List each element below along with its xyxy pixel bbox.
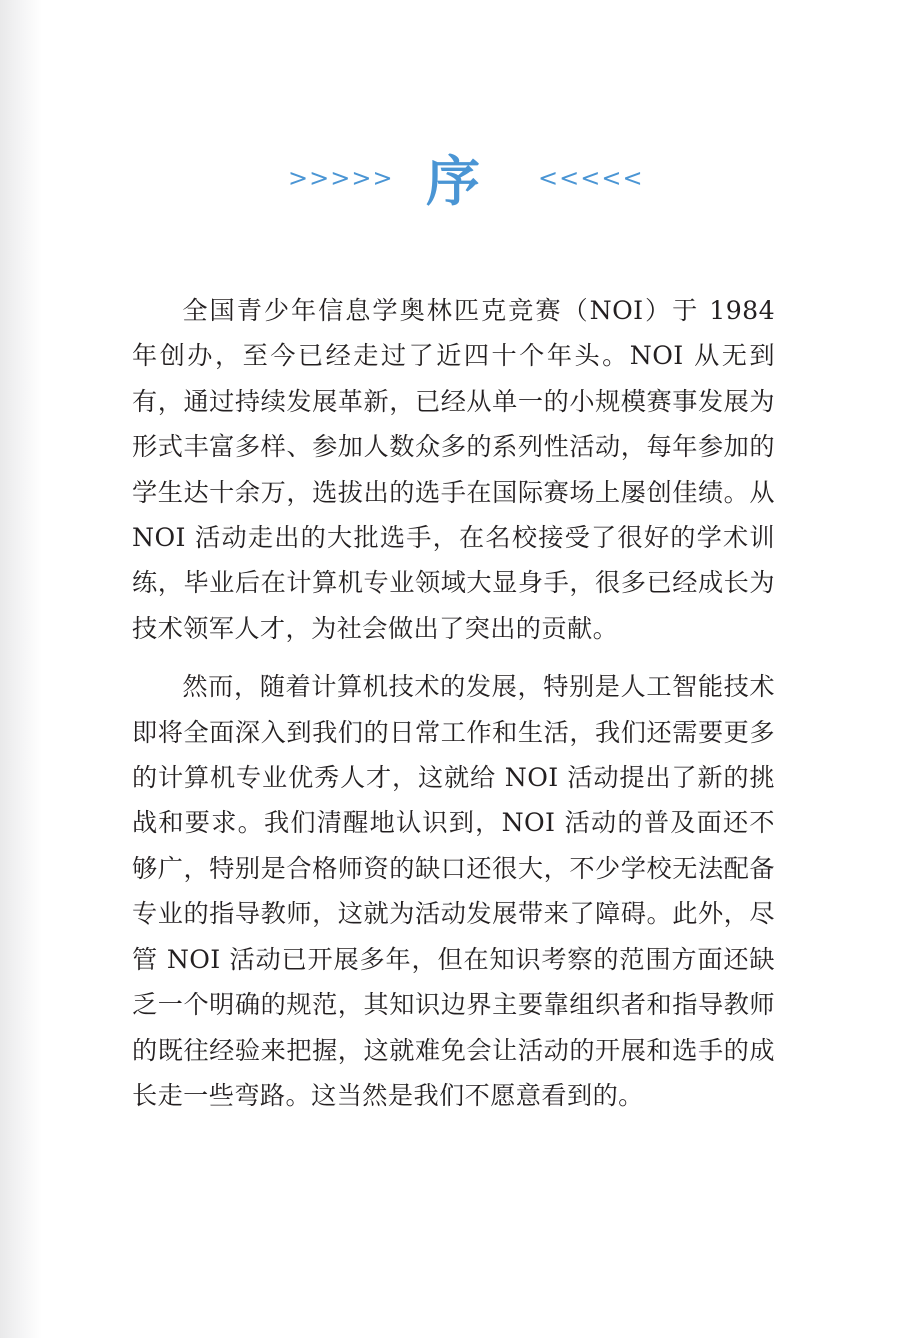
- preface-body: [132, 288, 775, 1118]
- page-title: 序: [426, 149, 480, 213]
- heading-right-ornament: <<<<<: [538, 164, 644, 192]
- section-heading: [0, 148, 905, 214]
- preface-paragraph-2: 然而，随着计算机技术的发展，特别是人工智能技术即将全面深入到我们的日常工作和生活，我们还需要更多的计算机专业优秀人才，这就给 NOI 活动提出了新的挑战和要求。我们清醒地认识到，NOI 活动的普及面还不够广，特别是合格师资的缺口还很大，不少学校无法配备专业的指导教师，这就为活动发展带来了障碍。此外，尽管 NOI 活动已开展多年，但在知识考察的范围方面还缺乏一个明确的规范，其知识边界主要靠组织者和指导教师的既往经验来把握，这就难免会让活动的开展和选手的成长走一些弯路。这当然是我们不愿意看到的。: [132, 672, 775, 1110]
- heading-left-ornament: >>>>>: [288, 164, 394, 192]
- preface-paragraph-1: 全国青少年信息学奥林匹克竞赛（NOI）于 1984 年创办，至今已经走过了近四十个年头。NOI 从无到有，通过持续发展革新，已经从单一的小规模赛事发展为形式丰富多样、参加人数众多的系列性活动，每年参加的学生达十余万，选拔出的选手在国际赛场上屡创佳绩。从 NOI 活动走出的大批选手，在名校接受了很好的学术训练，毕业后在计算机专业领域大显身手，很多已经成长为技术领军人才，为社会做出了突出的贡献。: [132, 296, 775, 643]
